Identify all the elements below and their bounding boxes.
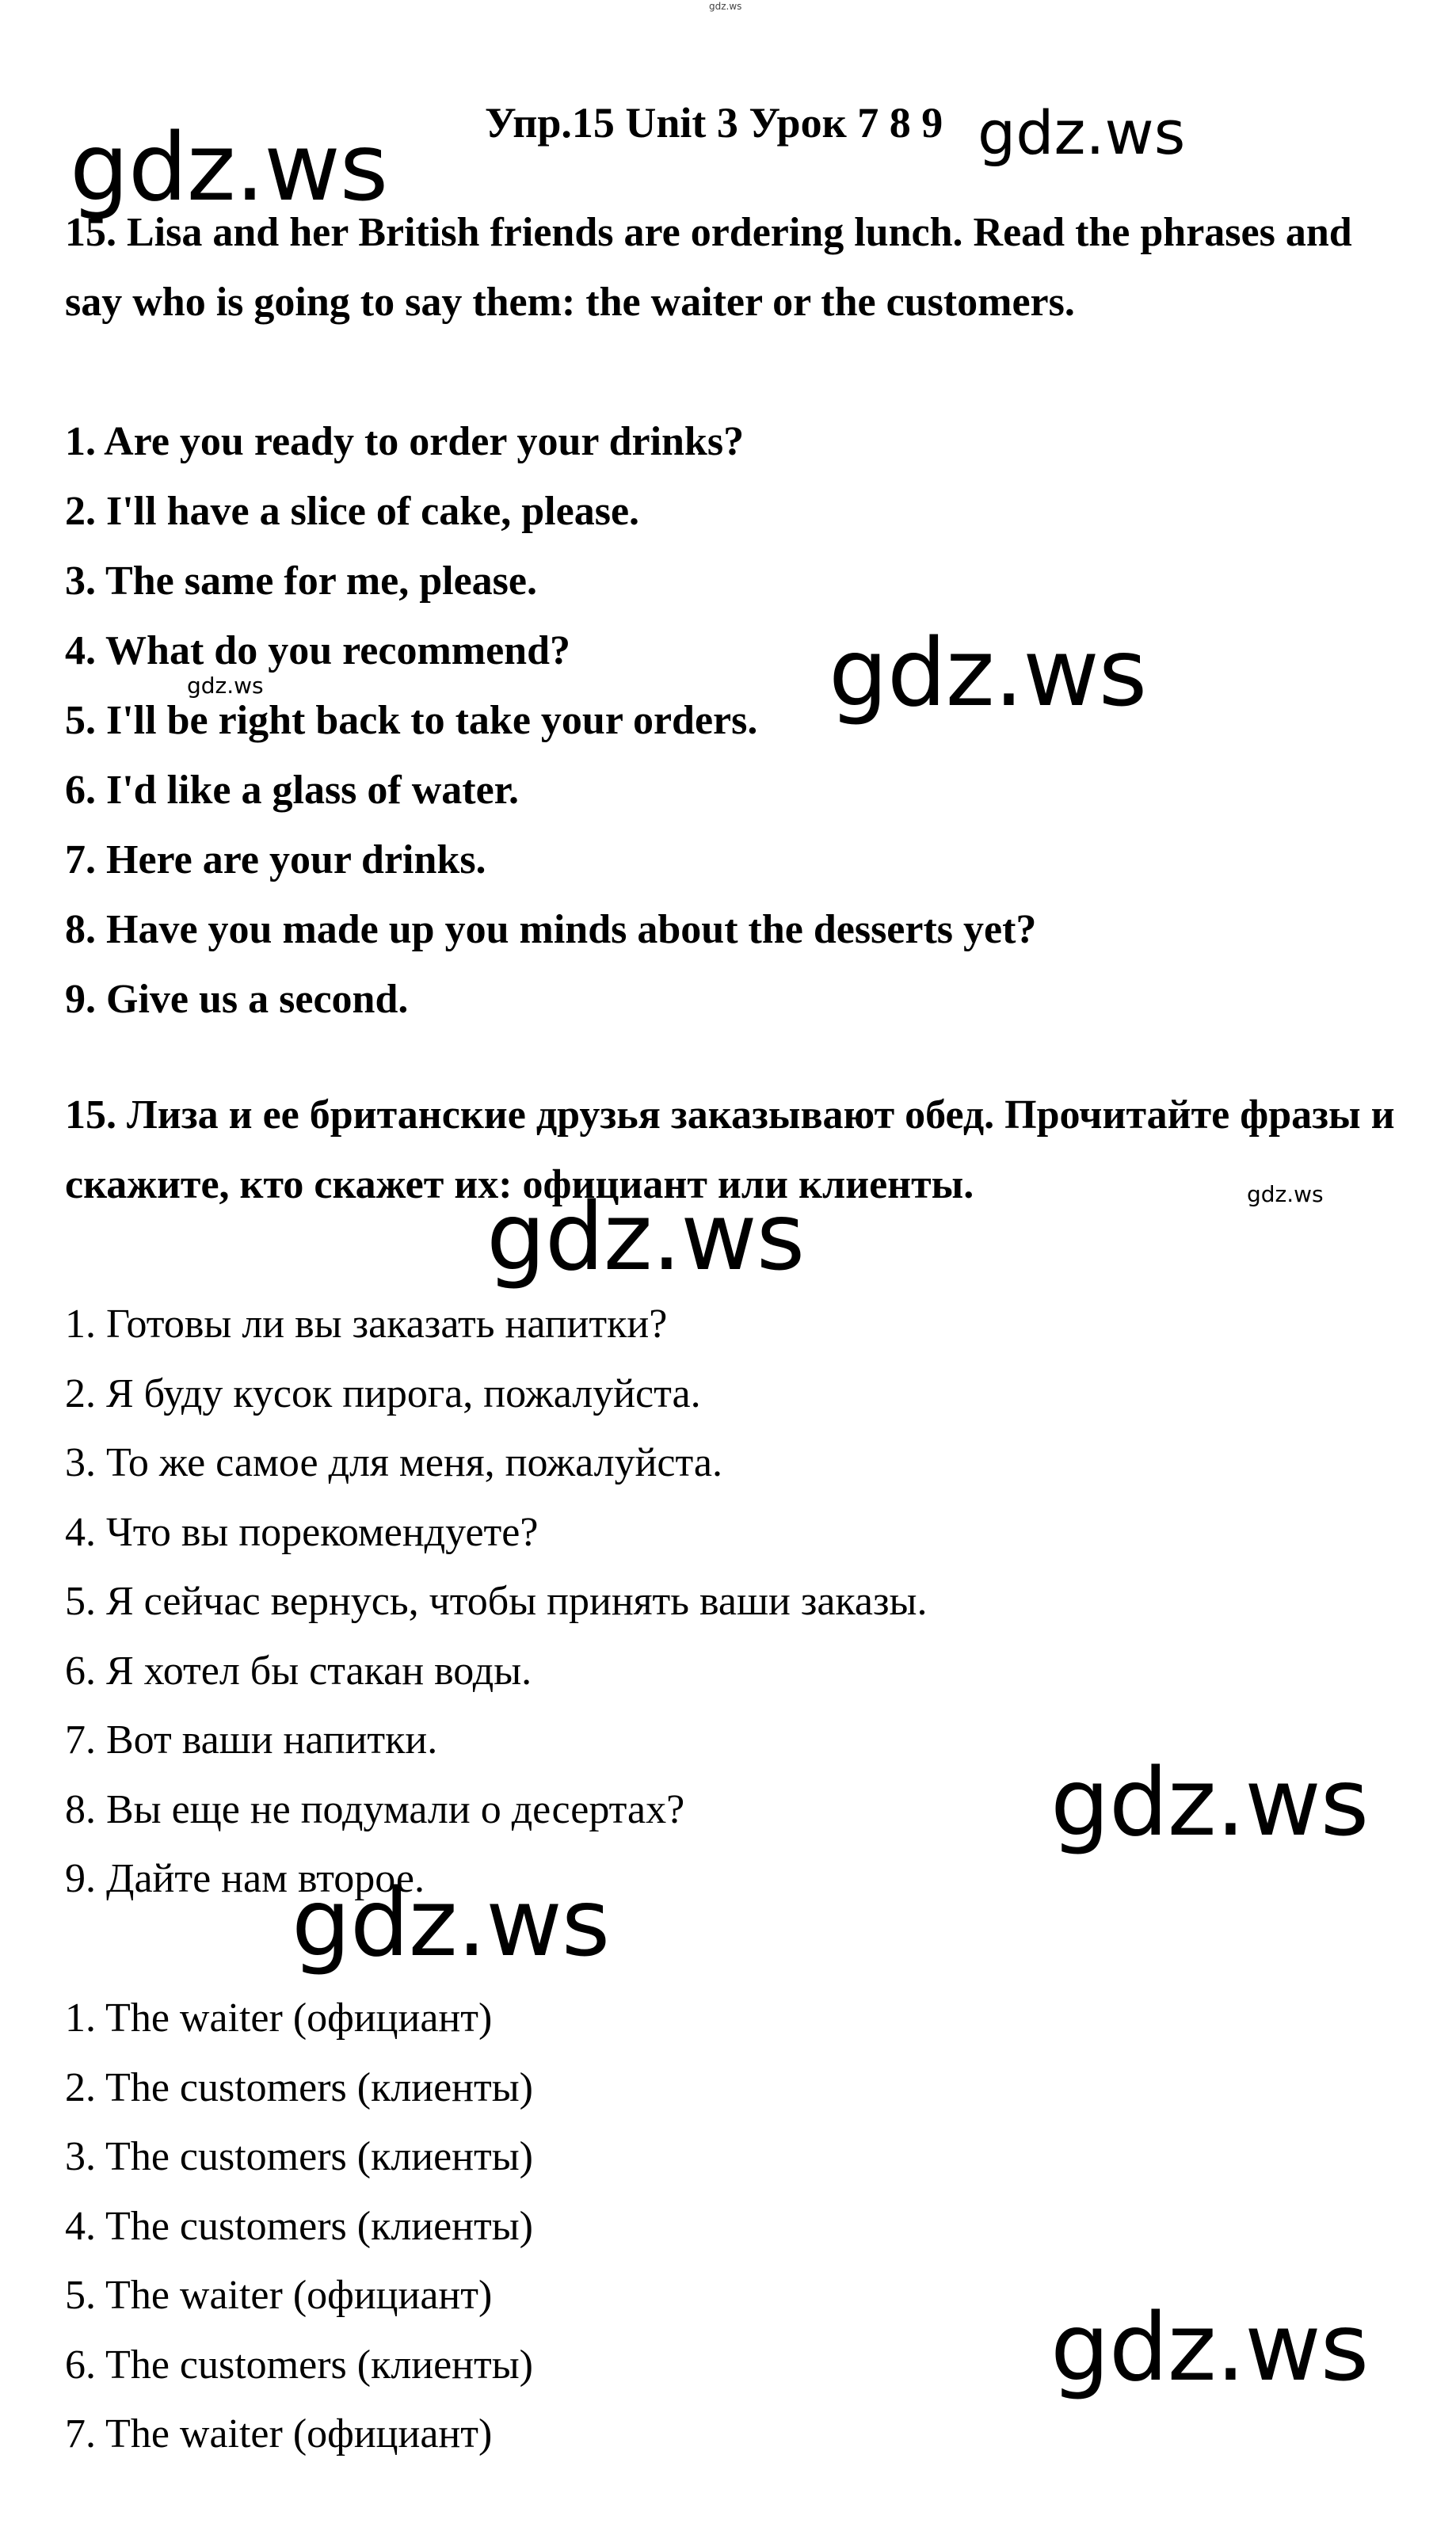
answer-list <box>65 1984 533 2469</box>
list-item: 3. То же самое для меня, пожалуйста. <box>65 1440 722 1485</box>
watermark-lower-left: gdz.ws <box>292 1868 610 1977</box>
list-item: 5. I'll be right back to take your orders. <box>65 698 758 743</box>
task-english: 15. Lisa and her British friends are ordering lunch. Read the phrases and say who is going to say them: the waiter or the customers. <box>65 210 1352 325</box>
list-item: 5. Я сейчас вернусь, чтобы принять ваши заказы. <box>65 1579 928 1624</box>
watermark-small-inline: gdz.ws <box>187 673 264 699</box>
list-item: 8. Have you made up you minds about the desserts yet? <box>65 907 1037 952</box>
watermark-bottom-right: gdz.ws <box>1050 2293 1369 2402</box>
list-item: 4. Что вы порекомендуете? <box>65 1509 539 1555</box>
watermark-center: gdz.ws <box>486 1182 805 1291</box>
watermark-middle-right: gdz.ws <box>829 618 1147 727</box>
answer-item: 6. The customers (клиенты) <box>65 2342 533 2388</box>
list-item: 2. Я буду кусок пирога, пожалуйста. <box>65 1370 701 1416</box>
answer-item: 7. The waiter (официант) <box>65 2411 493 2456</box>
answer-item: 1. The waiter (официант) <box>65 1995 493 2041</box>
watermark-top-right: gdz.ws <box>978 97 1186 168</box>
list-item: 1. Are you ready to order your drinks? <box>65 419 745 464</box>
list-item: 6. I'd like a glass of water. <box>65 768 519 813</box>
watermark-small-right: gdz.ws <box>1247 1181 1324 1207</box>
watermark-top-left: gdz.ws <box>70 112 388 222</box>
task-russian: 15. Лиза и ее британские друзья заказывают обед. Прочитайте фразы и скажите, кто скажет их: официант или клиенты. <box>65 1092 1395 1207</box>
watermark-tiny-top: gdz.ws <box>709 1 742 12</box>
english-phrase-list <box>65 407 1036 1035</box>
answer-item: 5. The waiter (официант) <box>65 2273 493 2318</box>
page-title: Упр.15 Unit 3 Урок 7 8 9 <box>485 99 943 147</box>
answer-item: 3. The customers (клиенты) <box>65 2134 533 2179</box>
list-item: 6. Я хотел бы стакан воды. <box>65 1648 532 1694</box>
list-item: 7. Here are your drinks. <box>65 837 486 882</box>
list-item: 2. I'll have a slice of cake, please. <box>65 489 640 534</box>
list-item: 7. Вот ваши напитки. <box>65 1717 438 1763</box>
list-item: 4. What do you recommend? <box>65 628 570 673</box>
list-item: 3. The same for me, please. <box>65 558 537 604</box>
answer-item: 2. The customers (клиенты) <box>65 2064 533 2110</box>
list-item: 8. Вы еще не подумали о десертах? <box>65 1786 685 1832</box>
list-item: 9. Дайте нам второе. <box>65 1856 425 1901</box>
list-item: 1. Готовы ли вы заказать напитки? <box>65 1302 668 1347</box>
answer-item: 4. The customers (клиенты) <box>65 2203 533 2249</box>
watermark-lower-right: gdz.ws <box>1050 1748 1369 1857</box>
russian-phrase-list <box>65 1290 927 1914</box>
list-item: 9. Give us a second. <box>65 977 409 1022</box>
